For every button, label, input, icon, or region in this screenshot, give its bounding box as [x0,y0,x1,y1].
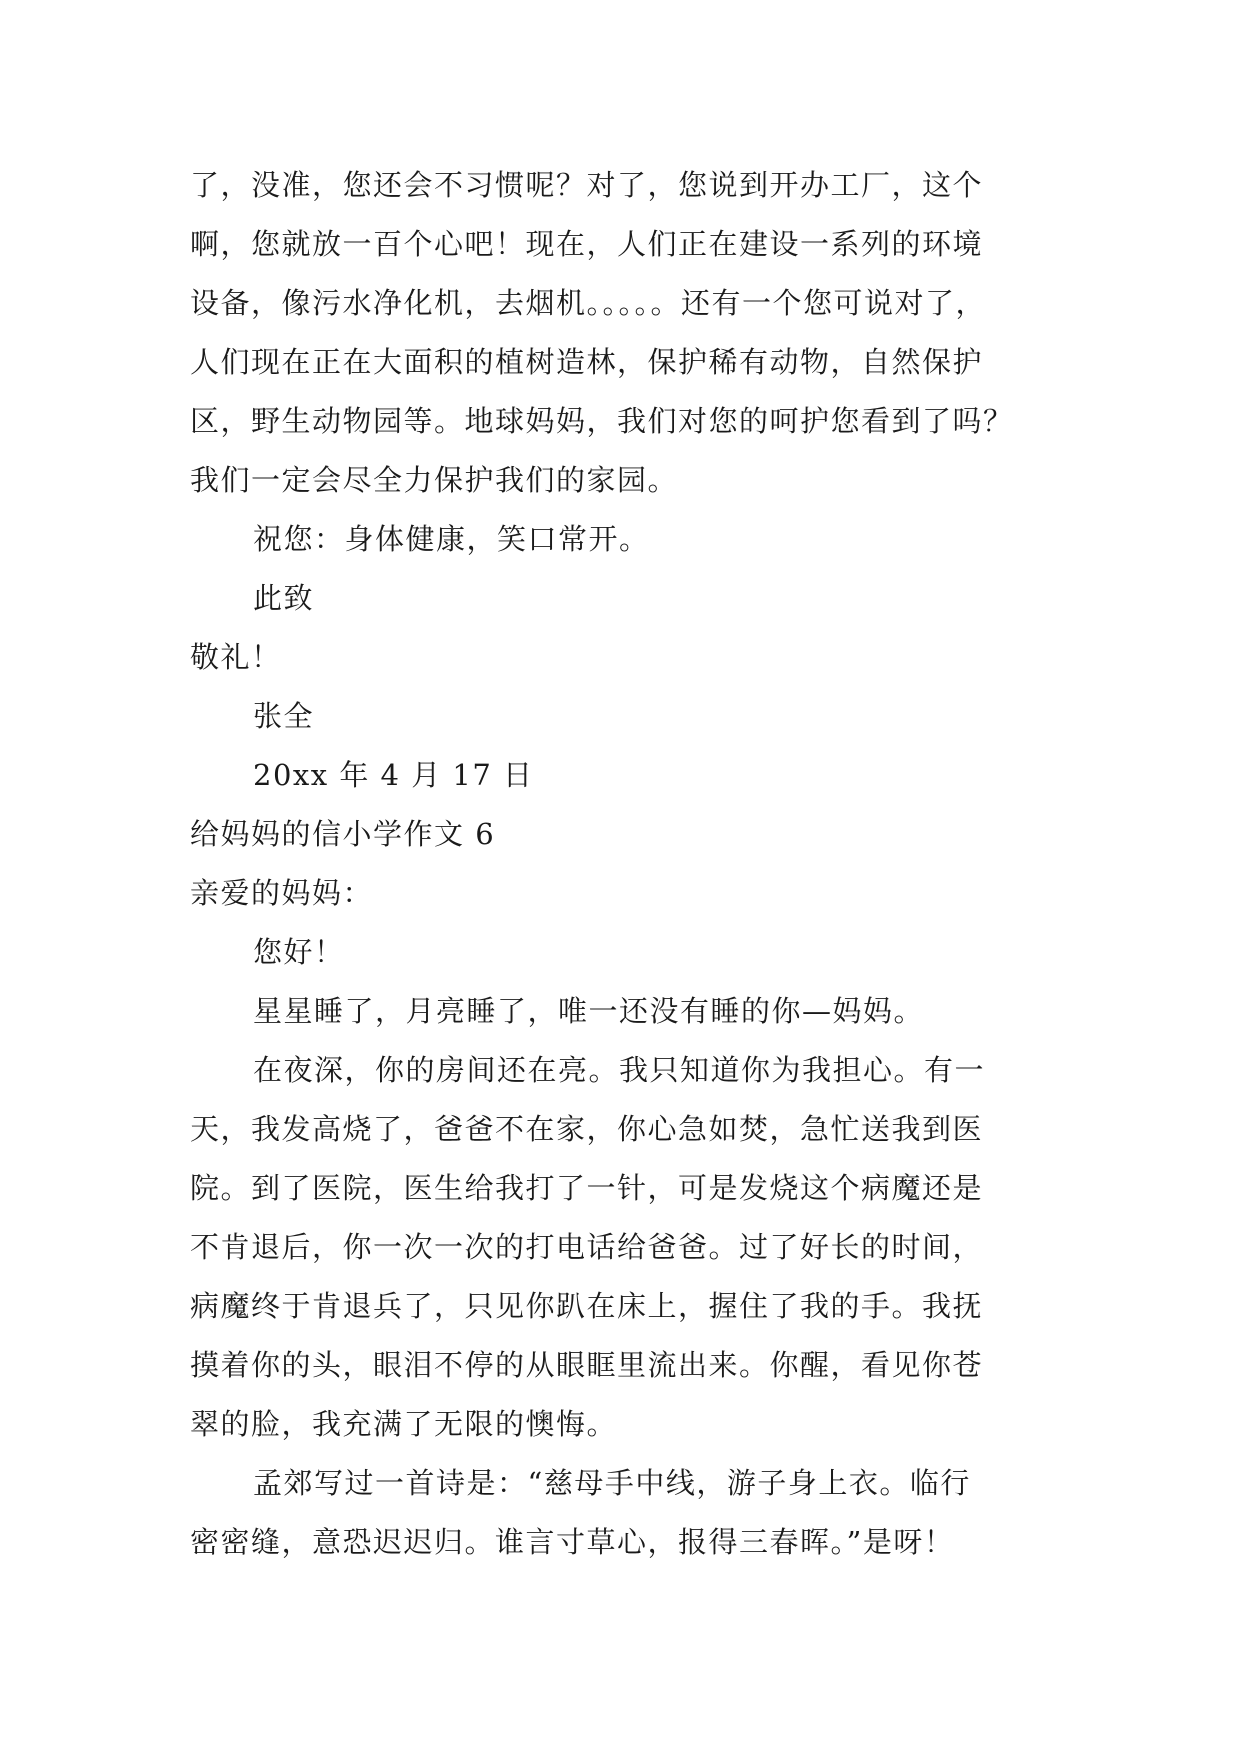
text-line: 密密缝，意恐迟迟归。谁言寸草心，报得三春晖。”是呀！ [190,1525,955,1559]
text-line: 张全 [253,699,315,733]
text-line: 您好！ [253,935,345,969]
text-line: 天，我发高烧了，爸爸不在家，你心急如焚，急忙送我到医 [190,1112,984,1146]
text-line: 20xx 年 4 月 17 日 [253,758,534,792]
text-line: 院。到了医院，医生给我打了一针，可是发烧这个病魔还是 [190,1171,984,1205]
text-line: 敬礼！ [190,640,282,674]
text-line: 此致 [253,581,315,615]
text-line: 摸着你的头，眼泪不停的从眼眶里流出来。你醒，看见你苍 [190,1348,984,1382]
text-line: 设备，像污水净化机，去烟机。。。。。还有一个您可说对了， [190,286,987,320]
text-line: 啊，您就放一百个心吧！现在，人们正在建设一系列的环境 [190,227,984,261]
text-line: 翠的脸，我充满了无限的懊悔。 [190,1407,618,1441]
text-line: 区，野生动物园等。地球妈妈，我们对您的呵护您看到了吗？ [190,404,1014,438]
letter-body [190,156,1070,1572]
text-line: 病魔终于肯退兵了，只见你趴在床上，握住了我的手。我抚 [190,1289,984,1323]
text-line: 不肯退后，你一次一次的打电话给爸爸。过了好长的时间， [190,1230,984,1264]
text-line: 祝您：身体健康，笑口常开。 [253,522,650,556]
text-line: 亲爱的妈妈： [190,876,374,910]
text-line: 我们一定会尽全力保护我们的家园。 [190,463,679,497]
text-line: 给妈妈的信小学作文 6 [190,817,496,851]
text-line: 孟郊写过一首诗是：“慈母手中线，游子身上衣。临行 [253,1466,971,1500]
text-line: 星星睡了，月亮睡了，唯一还没有睡的你—妈妈。 [253,994,925,1028]
text-line: 人们现在正在大面积的植树造林，保护稀有动物，自然保护 [190,345,984,379]
text-line: 了，没准，您还会不习惯呢？对了，您说到开办工厂，这个 [190,168,984,202]
text-line: 在夜深，你的房间还在亮。我只知道你为我担心。有一 [253,1053,986,1087]
